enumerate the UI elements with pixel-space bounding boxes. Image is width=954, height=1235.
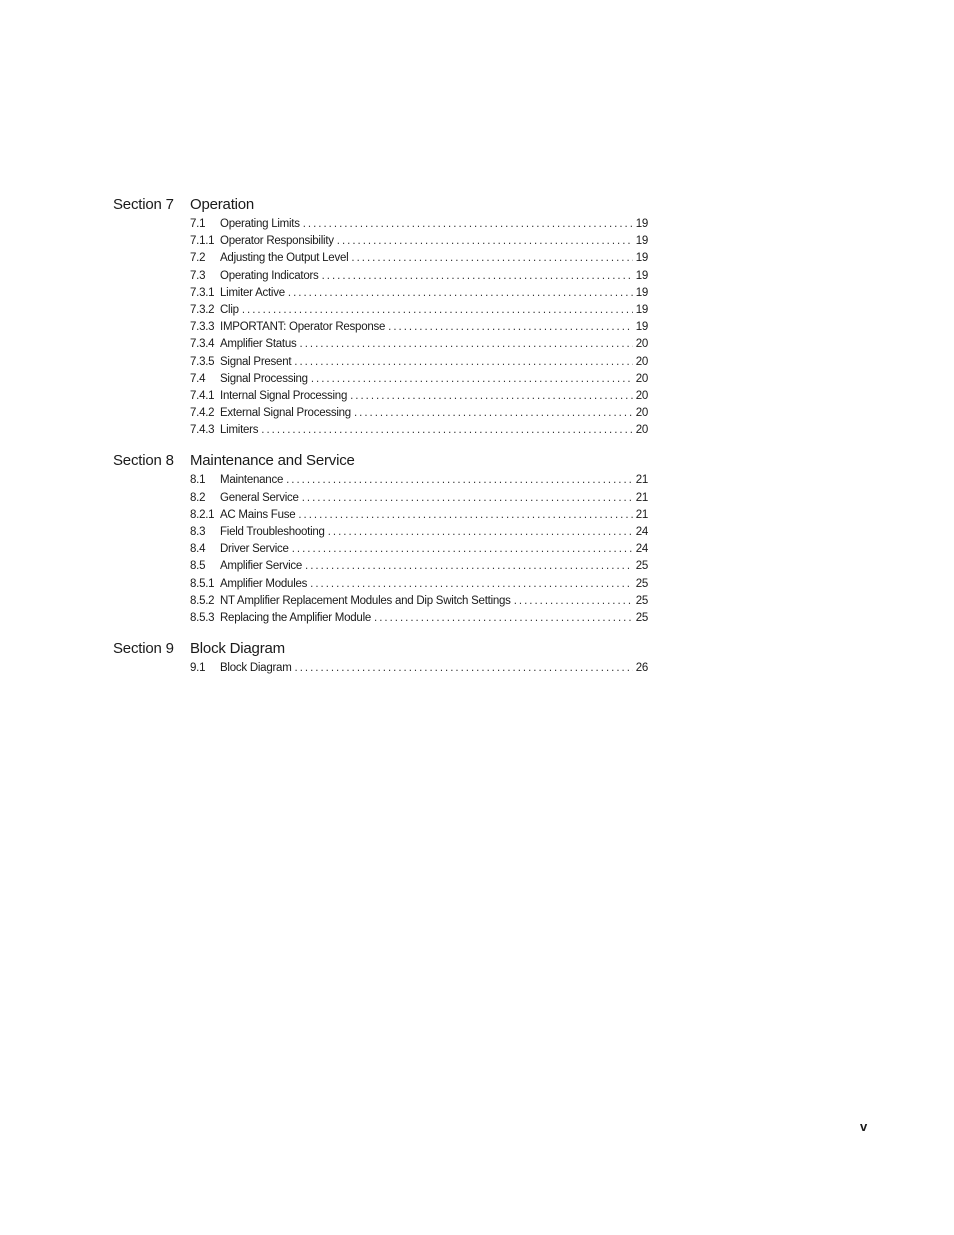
entry-title: Adjusting the Output Level [220,252,349,265]
dot-leader [302,490,633,507]
entry-number: 8.5.3 [190,611,215,624]
entry-title: Internal Signal Processing [220,389,348,402]
entry-title: Driver Service [220,543,289,556]
page-number: v [860,1119,868,1134]
entry-page: 19 [635,321,648,334]
entry-title: Limiter Active [220,286,285,299]
toc-entry[interactable] [190,302,648,319]
entry-page: 20 [635,372,648,385]
entry-title: Amplifier Modules [220,577,308,590]
entry-number: 8.5 [190,560,206,573]
section-label: Section 8 [113,452,174,470]
entry-page: 25 [635,560,648,573]
section-entries [190,216,648,439]
toc-entry[interactable] [190,388,648,405]
entry-page: 21 [635,508,648,521]
toc-entry[interactable] [190,250,648,267]
toc-entry[interactable] [190,660,648,677]
entry-title: Maintenance [220,474,284,487]
dot-leader [300,336,633,353]
entry-number: 7.4 [190,372,206,385]
dot-leader [286,472,633,489]
section-label: Section 7 [113,196,174,213]
dot-leader [261,422,632,439]
toc-entry[interactable] [190,593,648,610]
entry-page: 19 [635,235,648,248]
entry-number: 9.1 [190,662,206,675]
entry-number: 7.4.3 [190,424,215,437]
entry-title: Operating Limits [220,218,300,230]
entry-number: 7.3.4 [190,338,215,351]
section-heading [113,196,653,216]
toc-entry[interactable] [190,422,648,439]
entry-title: Clip [220,303,239,316]
entry-page: 21 [635,474,648,487]
entry-number: 7.1 [190,218,206,230]
entry-title: Replacing the Amplifier Module [220,611,372,624]
entry-number: 7.1.1 [190,235,215,248]
dot-leader [374,610,633,627]
dot-leader [303,216,633,233]
entry-title: IMPORTANT: Operator Response [220,321,386,334]
dot-leader [294,354,632,371]
section-entries [190,472,648,627]
toc-entry[interactable] [190,558,648,575]
entry-number: 8.1 [190,474,206,487]
section-title[interactable]: Maintenance and Service [190,452,355,470]
entry-title: NT Amplifier Replacement Modules and Dip Switch Settings [220,594,511,607]
toc-entry[interactable] [190,610,648,627]
entry-title: Operating Indicators [220,269,319,282]
entry-title: Signal Present [220,355,292,368]
entry-title: Limiters [220,424,259,437]
entry-title: Field Troubleshooting [220,526,325,538]
entry-page: 19 [635,303,648,316]
entry-number: 8.4 [190,543,206,556]
dot-leader [388,319,633,336]
toc-section-9 [113,640,653,677]
section-title[interactable]: Block Diagram [190,640,285,658]
toc-entry[interactable] [190,541,648,558]
toc-entry[interactable] [190,490,648,507]
dot-leader [310,576,633,593]
entry-page: 24 [635,526,648,538]
entry-page: 19 [635,252,648,265]
toc-entry[interactable] [190,319,648,336]
toc-entry[interactable] [190,371,648,388]
entry-title: Amplifier Status [220,338,297,351]
section-label: Section 9 [113,640,174,658]
entry-number: 7.3 [190,269,206,282]
dot-leader [295,660,633,677]
dot-leader [337,233,633,250]
entry-page: 20 [635,389,648,402]
toc-entry[interactable] [190,216,648,233]
entry-title: Signal Processing [220,372,308,385]
entry-number: 7.2 [190,252,206,265]
entry-page: 25 [635,594,648,607]
toc-entry[interactable] [190,285,648,302]
entry-page: 26 [635,662,648,675]
toc-entry[interactable] [190,233,648,250]
toc-entry[interactable] [190,507,648,524]
toc-section-7 [113,196,653,439]
toc-entry[interactable] [190,472,648,489]
entry-page: 25 [635,611,648,624]
entry-title: AC Mains Fuse [220,508,296,521]
entry-number: 8.2.1 [190,508,215,521]
entry-number: 7.3.5 [190,355,215,368]
entry-page: 20 [635,338,648,351]
toc-entry[interactable] [190,405,648,422]
dot-leader [350,388,633,405]
entry-number: 7.4.1 [190,389,215,402]
entry-number: 8.5.2 [190,594,215,607]
dot-leader [354,405,633,422]
toc-section-8 [113,452,653,627]
entry-title: Block Diagram [220,662,292,675]
entry-title: External Signal Processing [220,407,351,420]
entry-title: Operator Responsibility [220,235,334,248]
toc-entry[interactable] [190,354,648,371]
dot-leader [514,593,633,610]
dot-leader [305,558,633,575]
entry-title: Amplifier Service [220,560,303,573]
entry-page: 21 [635,491,648,504]
toc-entry[interactable] [190,576,648,593]
section-heading [113,640,653,660]
entry-number: 8.3 [190,526,206,538]
entry-page: 20 [635,355,648,368]
entry-number: 8.2 [190,491,206,504]
section-entries [190,660,648,677]
entry-number: 7.3.3 [190,321,215,334]
entry-number: 7.3.1 [190,286,215,299]
entry-number: 8.5.1 [190,577,215,590]
dot-leader [311,371,633,388]
dot-leader [242,302,633,319]
dot-leader [328,524,633,541]
dot-leader [322,268,633,285]
entry-page: 20 [635,407,648,420]
dot-leader [288,285,633,302]
entry-page: 25 [635,577,648,590]
dot-leader [292,541,633,558]
entry-page: 19 [635,269,648,282]
dot-leader [298,507,632,524]
entry-number: 7.3.2 [190,303,215,316]
section-heading [113,452,653,472]
toc-entry[interactable] [190,268,648,285]
entry-page: 24 [635,543,648,556]
entry-title: General Service [220,491,299,504]
entry-page: 19 [635,286,648,299]
entry-number: 7.4.2 [190,407,215,420]
table-of-contents [113,196,653,690]
entry-page: 20 [635,424,648,437]
section-title[interactable]: Operation [190,196,255,213]
dot-leader [351,250,632,267]
entry-page: 19 [635,218,648,230]
toc-entry[interactable] [190,524,648,541]
toc-entry[interactable] [190,336,648,353]
